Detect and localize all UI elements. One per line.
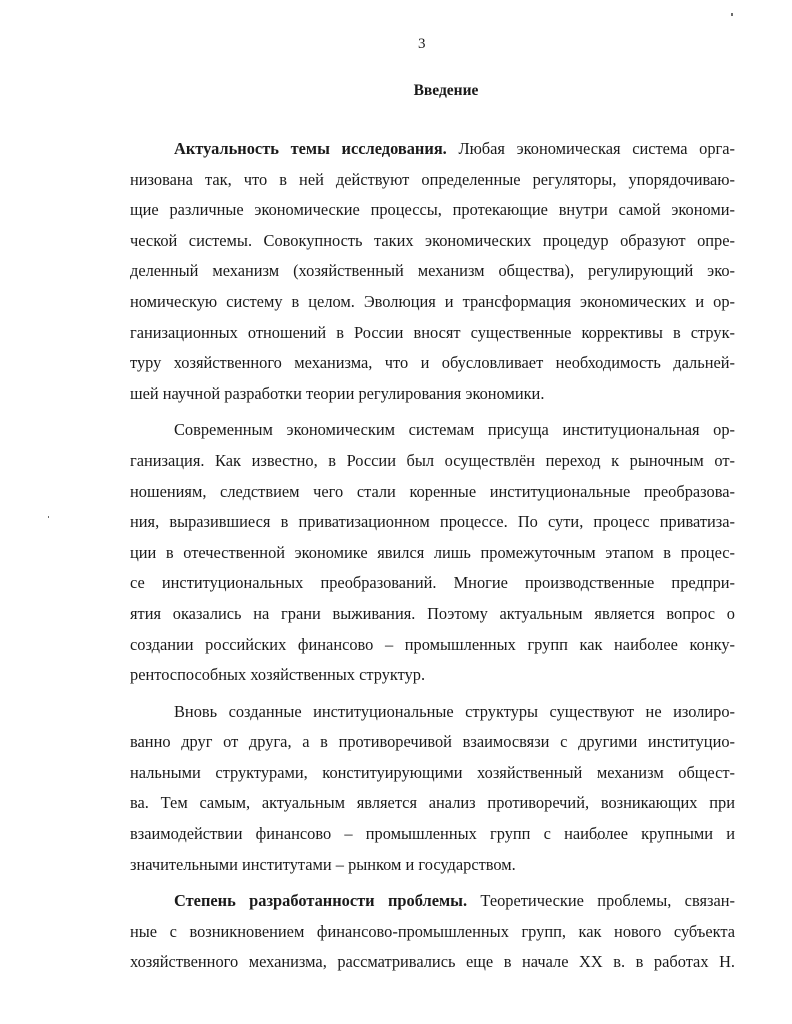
paragraph-line: Актуальность темы исследования. Любая экономическая система орга- <box>174 139 735 158</box>
document-body <box>130 134 735 978</box>
paragraph-line: ния, выразившиеся в приватизационном процессе. По сути, процесс приватиза- <box>130 512 735 532</box>
paragraph-line: ношениям, следствием чего стали коренные институциональные преобразова- <box>130 481 735 501</box>
paragraph-line: хозяйственного механизма, рассматривались еще в начале XX в. в работах Н. <box>130 952 735 972</box>
paragraph-line: ные с возникновением финансово-промышленных групп, как нового субъекта <box>130 921 735 941</box>
paragraph-line: ятия оказались на грани выживания. Поэтому актуальным является вопрос о <box>130 603 735 623</box>
paragraph-line: деленный механизм (хозяйственный механизм общества), регулирующий эко- <box>130 261 735 281</box>
paragraph-line: шей научной разработки теории регулирования экономики. <box>130 383 545 403</box>
paragraph-line: ганизация. Как известно, в России был осуществлён переход к рыночным от- <box>130 450 735 470</box>
paragraph-line: Вновь созданные институциональные структуры существуют не изолиро- <box>174 701 735 721</box>
section-lead: Актуальность темы исследования. <box>174 139 447 158</box>
paragraph-line: ванно друг от друга, а в противоречивой взаимосвязи с другими институцио- <box>130 732 735 752</box>
paragraph-line: Современным экономическим системам присуща институциональная ор- <box>174 420 735 440</box>
section-lead: Степень разработанности проблемы. <box>174 891 468 911</box>
paragraph-line: значительными институтами – рынком и государством. <box>130 854 516 874</box>
paragraph-line: ва. Тем самым, актуальным является анализ противоречий, возникающих при <box>130 793 735 813</box>
paragraph-line: се институциональных преобразований. Многие производственные предпри- <box>130 573 735 593</box>
paragraph-line: нальными структурами, конституирующими хозяйственный механизм общест- <box>130 762 735 782</box>
scan-speck <box>48 516 49 518</box>
paragraph-line: низована так, что в ней действуют определенные регуляторы, упорядочиваю- <box>130 169 735 189</box>
paragraph-line: Степень разработанности проблемы. Теоретические проблемы, связан- <box>174 891 735 911</box>
paragraph-line: щие различные экономические процессы, протекающие внутри самой экономи- <box>130 200 735 220</box>
paragraph-line: взаимодействии финансово – промышленных групп с наиболее крупными и <box>130 824 735 844</box>
paragraph-line: создании российских финансово – промышленных групп как наиболее конку- <box>130 634 735 654</box>
page-number: 3 <box>418 36 426 52</box>
paragraph-line: ганизационных отношений в России вносят существенные коррективы в струк- <box>130 322 735 342</box>
paragraph-line: номическую систему в целом. Эволюция и трансформация экономических и ор- <box>130 291 735 311</box>
paragraph-line: рентоспособных хозяйственных структур. <box>130 665 426 685</box>
paragraph-line: туру хозяйственного механизма, что и обусловливает необходимость дальней- <box>130 353 735 373</box>
paragraph-line: ции в отечественной экономике явился лишь промежуточным этапом в процес- <box>130 542 735 562</box>
scan-speck <box>731 13 733 16</box>
paragraph-line: ческой системы. Совокупность таких экономических процедур образуют опре- <box>130 230 735 250</box>
page-title: Введение <box>413 82 479 99</box>
